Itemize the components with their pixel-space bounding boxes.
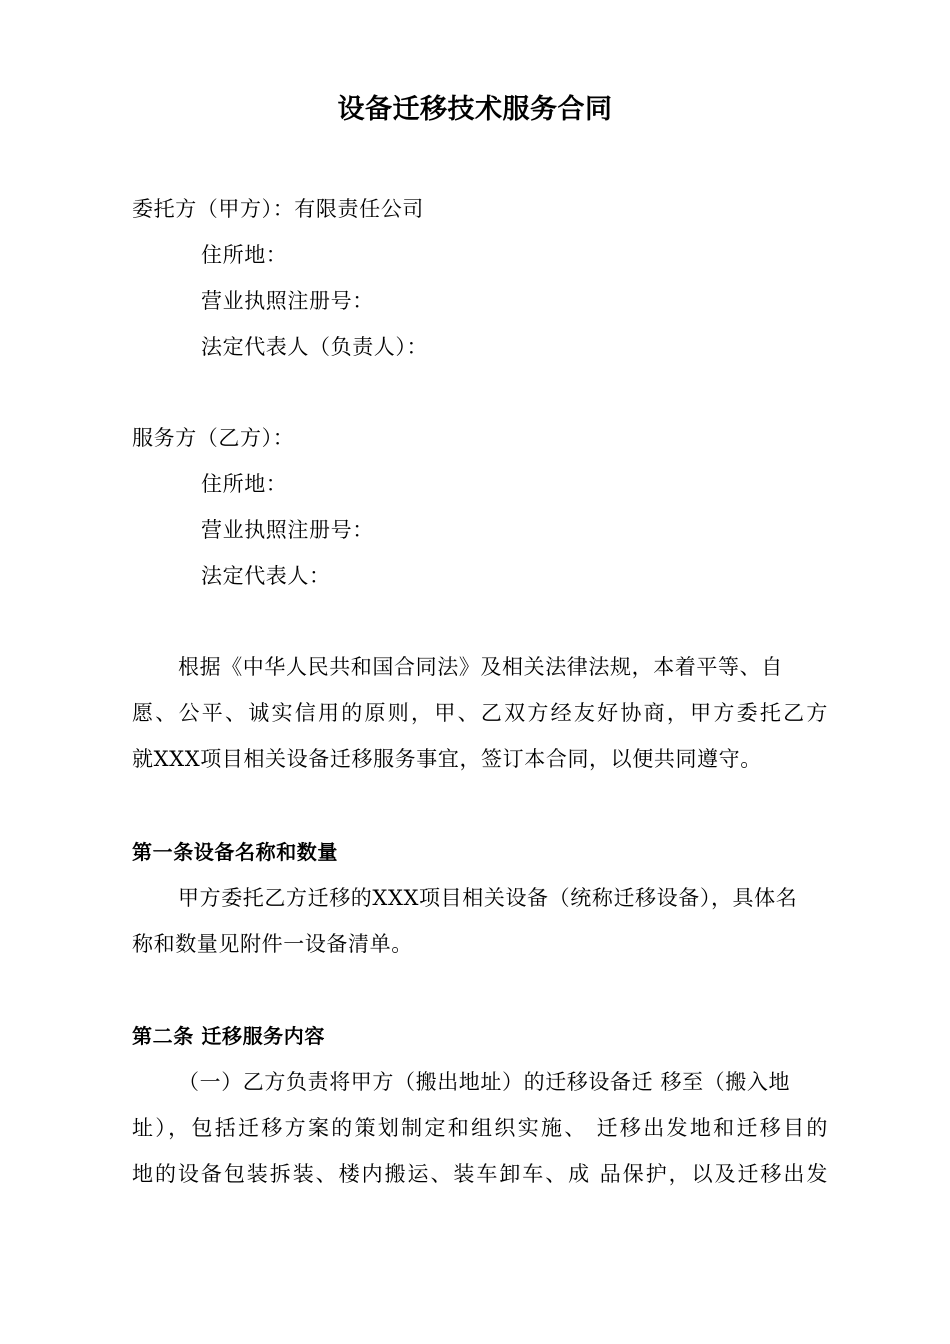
preamble-line-1: 根据《中华人民共和国合同法》及相关法律法规，本着平等、自 — [178, 655, 783, 679]
party-b-label: 服务方（乙方）： — [132, 426, 295, 450]
preamble-line-2: 愿、公平、诚实信用的原则，甲、乙双方经友好协商，甲方委托乙方 — [132, 701, 828, 725]
party-a-license: 营业执照注册号： — [201, 289, 374, 313]
article-2-heading: 第二条 迁移服务内容 — [132, 1024, 325, 1048]
party-a-address: 住所地： — [201, 243, 288, 267]
party-b-license: 营业执照注册号： — [201, 518, 374, 542]
party-a-label: 委托方（甲方）：有限责任公司 — [132, 197, 424, 221]
party-b-representative: 法定代表人： — [201, 564, 331, 588]
party-b-address: 住所地： — [201, 472, 288, 496]
party-a-representative: 法定代表人（负责人）： — [201, 335, 429, 359]
article-2-line-1: （一）乙方负责将甲方（搬出地址）的迁移设备迁 移至（搬入地 — [178, 1070, 791, 1094]
article-2-line-3: 地的设备包装拆装、楼内搬运、装车卸车、成 品保护，以及迁移出发 — [132, 1162, 828, 1186]
article-1-line-2: 称和数量见附件一设备清单。 — [132, 932, 413, 956]
article-1-line-1: 甲方委托乙方迁移的XXX项目相关设备（统称迁移设备），具体名 — [178, 886, 798, 910]
preamble-line-3: 就XXX项目相关设备迁移服务事宜，签订本合同，以便共同遵守。 — [132, 747, 762, 771]
article-2-line-2: 址），包括迁移方案的策划制定和组织实施、 迁移出发地和迁移目的 — [132, 1116, 828, 1140]
document-title: 设备迁移技术服务合同 — [337, 94, 613, 125]
article-1-heading: 第一条设备名称和数量 — [132, 840, 338, 864]
